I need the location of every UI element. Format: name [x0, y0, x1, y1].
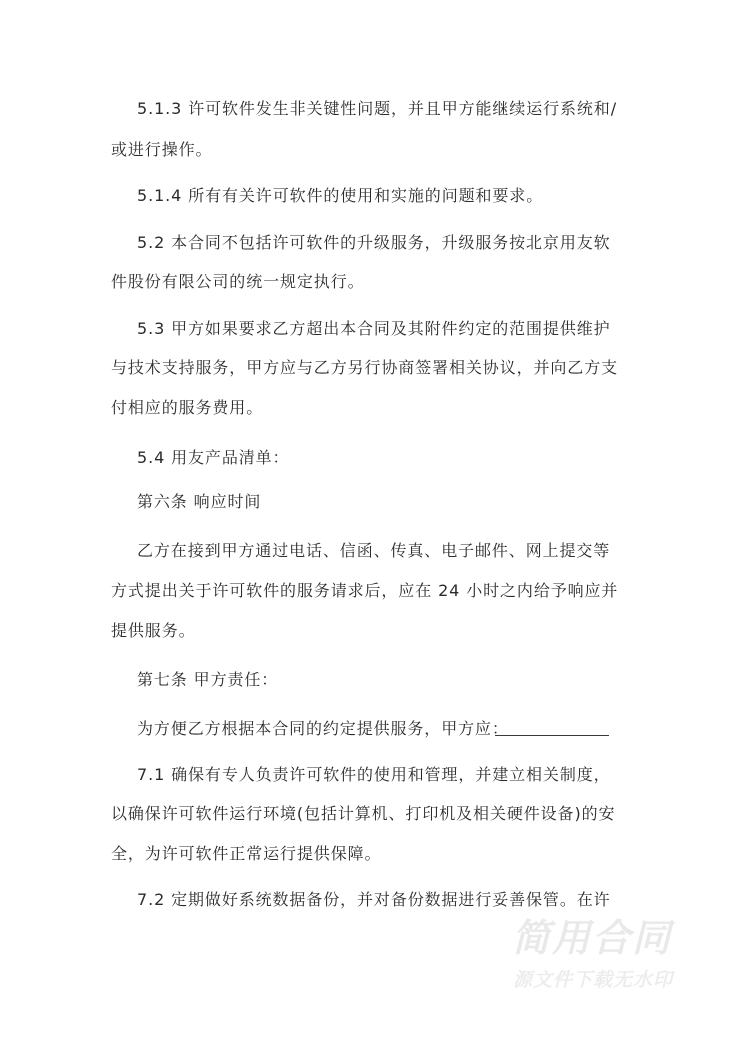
article-6-body-line-3: 提供服务。 — [111, 621, 196, 640]
fill-in-blank-field[interactable] — [495, 735, 609, 736]
article-7-intro-line-1: 为方便乙方根据本合同的约定提供服务，甲方应： — [137, 719, 509, 738]
watermark-logo: 简用合同 — [512, 916, 673, 960]
paragraph-5-1-3-line-1: 5.1.3 许可软件发生非关键性问题，并且甲方能继续运行系统和/ — [137, 99, 617, 118]
paragraph-5-3-line-3: 付相应的服务费用。 — [111, 398, 264, 417]
article-6-body-line-1: 乙方在接到甲方通过电话、信函、传真、电子邮件、网上提交等 — [137, 541, 611, 560]
article-6-body-line-2: 方式提出关于许可软件的服务请求后，应在 24 小时之内给予响应并 — [111, 581, 619, 600]
article-6-heading: 第六条 响应时间 — [137, 492, 262, 511]
paragraph-7-1-line-3: 全，为许可软件正常运行提供保障。 — [111, 844, 382, 863]
paragraph-7-2-line-1: 7.2 定期做好系统数据备份，并对备份数据进行妥善保管。在许 — [137, 890, 611, 909]
paragraph-5-3-line-1: 5.3 甲方如果要求乙方超出本合同及其附件约定的范围提供维护 — [137, 319, 611, 338]
paragraph-7-1-line-2: 以确保许可软件运行环境(包括计算机、打印机及相关硬件设备)的安 — [111, 804, 616, 823]
paragraph-7-1-line-1: 7.1 确保有专人负责许可软件的使用和管理，并建立相关制度， — [137, 765, 611, 784]
paragraph-5-2-line-2: 件股份有限公司的统一规定执行。 — [111, 272, 365, 291]
paragraph-5-2-line-1: 5.2 本合同不包括许可软件的升级服务，升级服务按北京用友软 — [137, 233, 611, 252]
paragraph-5-3-line-2: 与技术支持服务，甲方应与乙方另行协商签署相关协议，并向乙方支 — [111, 358, 619, 377]
paragraph-5-1-3-line-2: 或进行操作。 — [111, 140, 213, 159]
paragraph-5-4-line-1: 5.4 用友产品清单： — [137, 448, 290, 467]
watermark-tagline: 源文件下载无水印 — [513, 969, 674, 991]
paragraph-5-1-4-line-1: 5.1.4 所有有关许可软件的使用和实施的问题和要求。 — [137, 186, 544, 205]
article-7-heading: 第七条 甲方责任： — [137, 670, 279, 689]
